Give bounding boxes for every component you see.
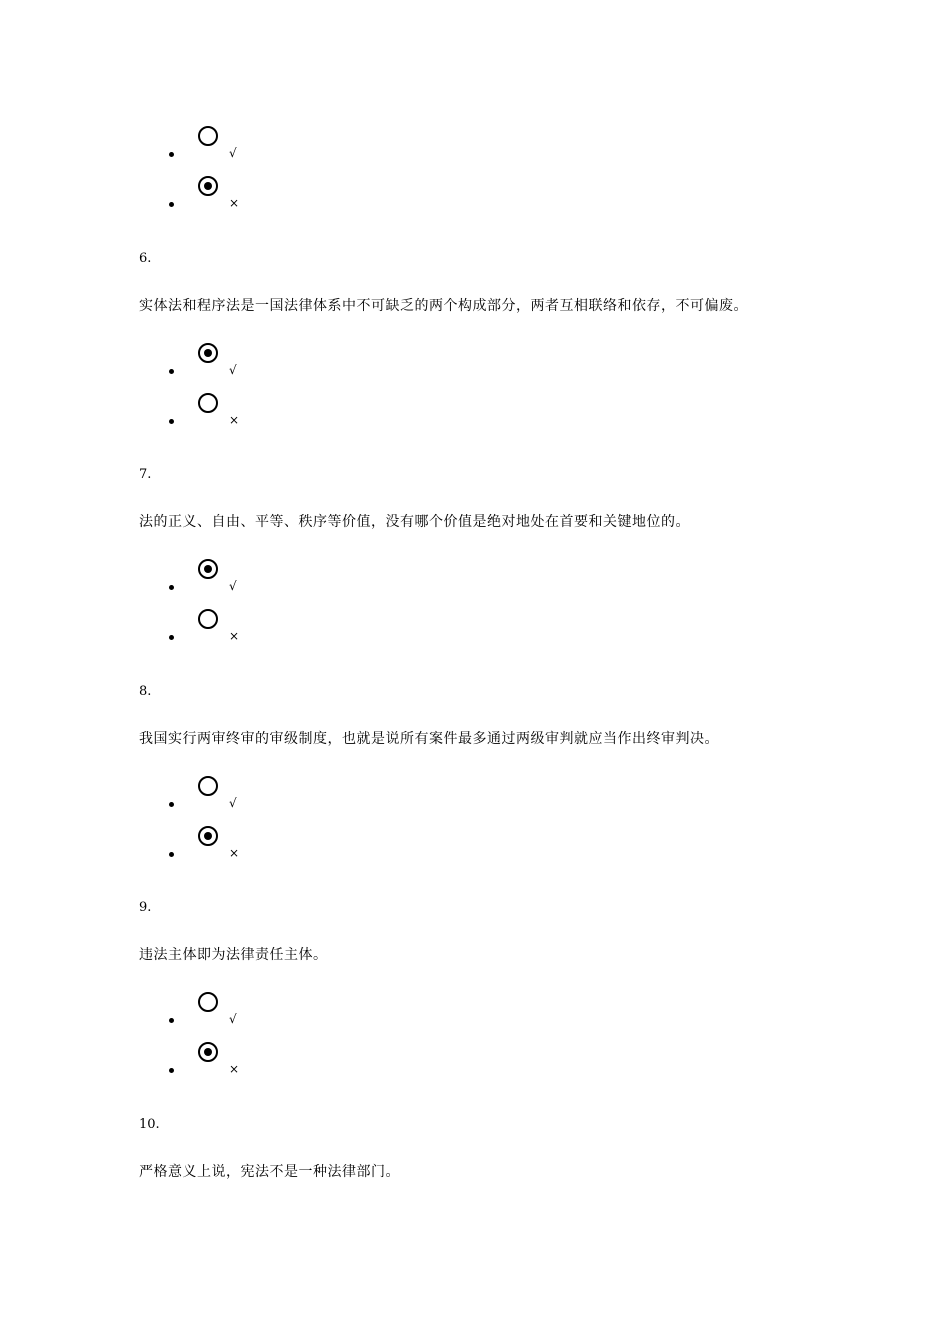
radio-button-icon[interactable] <box>198 393 218 413</box>
option-label: √ <box>229 796 237 810</box>
question-number: 9. <box>139 900 152 915</box>
bullet-icon <box>169 1018 174 1023</box>
option-label: × <box>229 629 240 643</box>
option-true[interactable] <box>0 126 300 166</box>
option-true[interactable] <box>0 343 300 383</box>
question-text: 违法主体即为法律责任主体。 <box>139 947 328 963</box>
option-false[interactable] <box>0 393 300 433</box>
radio-button-icon[interactable] <box>198 126 218 146</box>
option-false[interactable] <box>0 176 300 216</box>
radio-button-icon[interactable] <box>198 559 218 579</box>
radio-dot-icon <box>204 565 212 573</box>
radio-button-icon[interactable] <box>198 609 218 629</box>
radio-dot-icon <box>204 182 212 190</box>
radio-button-icon[interactable] <box>198 992 218 1012</box>
option-true[interactable] <box>0 776 300 816</box>
option-label: × <box>229 846 240 860</box>
question-number: 6. <box>139 251 152 266</box>
question-number: 8. <box>139 684 152 699</box>
bullet-icon <box>169 202 174 207</box>
question-text: 实体法和程序法是一国法律体系中不可缺乏的两个构成部分，两者互相联络和依存，不可偏废。 <box>139 298 748 314</box>
bullet-icon <box>169 419 174 424</box>
option-label: × <box>229 413 240 427</box>
radio-button-icon[interactable] <box>198 826 218 846</box>
question-text: 我国实行两审终审的审级制度，也就是说所有案件最多通过两级审判就应当作出终审判决。 <box>139 731 719 747</box>
option-false[interactable] <box>0 826 300 866</box>
radio-button-icon[interactable] <box>198 776 218 796</box>
radio-button-icon[interactable] <box>198 343 218 363</box>
option-false[interactable] <box>0 609 300 649</box>
bullet-icon <box>169 369 174 374</box>
option-false[interactable] <box>0 1042 300 1082</box>
radio-button-icon[interactable] <box>198 1042 218 1062</box>
question-number: 10. <box>139 1117 160 1132</box>
bullet-icon <box>169 152 174 157</box>
bullet-icon <box>169 1068 174 1073</box>
option-label: √ <box>229 146 237 160</box>
radio-button-icon[interactable] <box>198 176 218 196</box>
option-true[interactable] <box>0 559 300 599</box>
option-label: √ <box>229 363 237 377</box>
option-label: × <box>229 1062 240 1076</box>
question-text: 法的正义、自由、平等、秩序等价值，没有哪个价值是绝对地处在首要和关键地位的。 <box>139 514 690 530</box>
bullet-icon <box>169 635 174 640</box>
option-true[interactable] <box>0 992 300 1032</box>
bullet-icon <box>169 852 174 857</box>
option-label: √ <box>229 579 237 593</box>
bullet-icon <box>169 802 174 807</box>
question-number: 7. <box>139 467 152 482</box>
question-text: 严格意义上说，宪法不是一种法律部门。 <box>139 1164 400 1180</box>
option-label: × <box>229 196 240 210</box>
bullet-icon <box>169 585 174 590</box>
option-label: √ <box>229 1012 237 1026</box>
radio-dot-icon <box>204 832 212 840</box>
radio-dot-icon <box>204 1048 212 1056</box>
radio-dot-icon <box>204 349 212 357</box>
